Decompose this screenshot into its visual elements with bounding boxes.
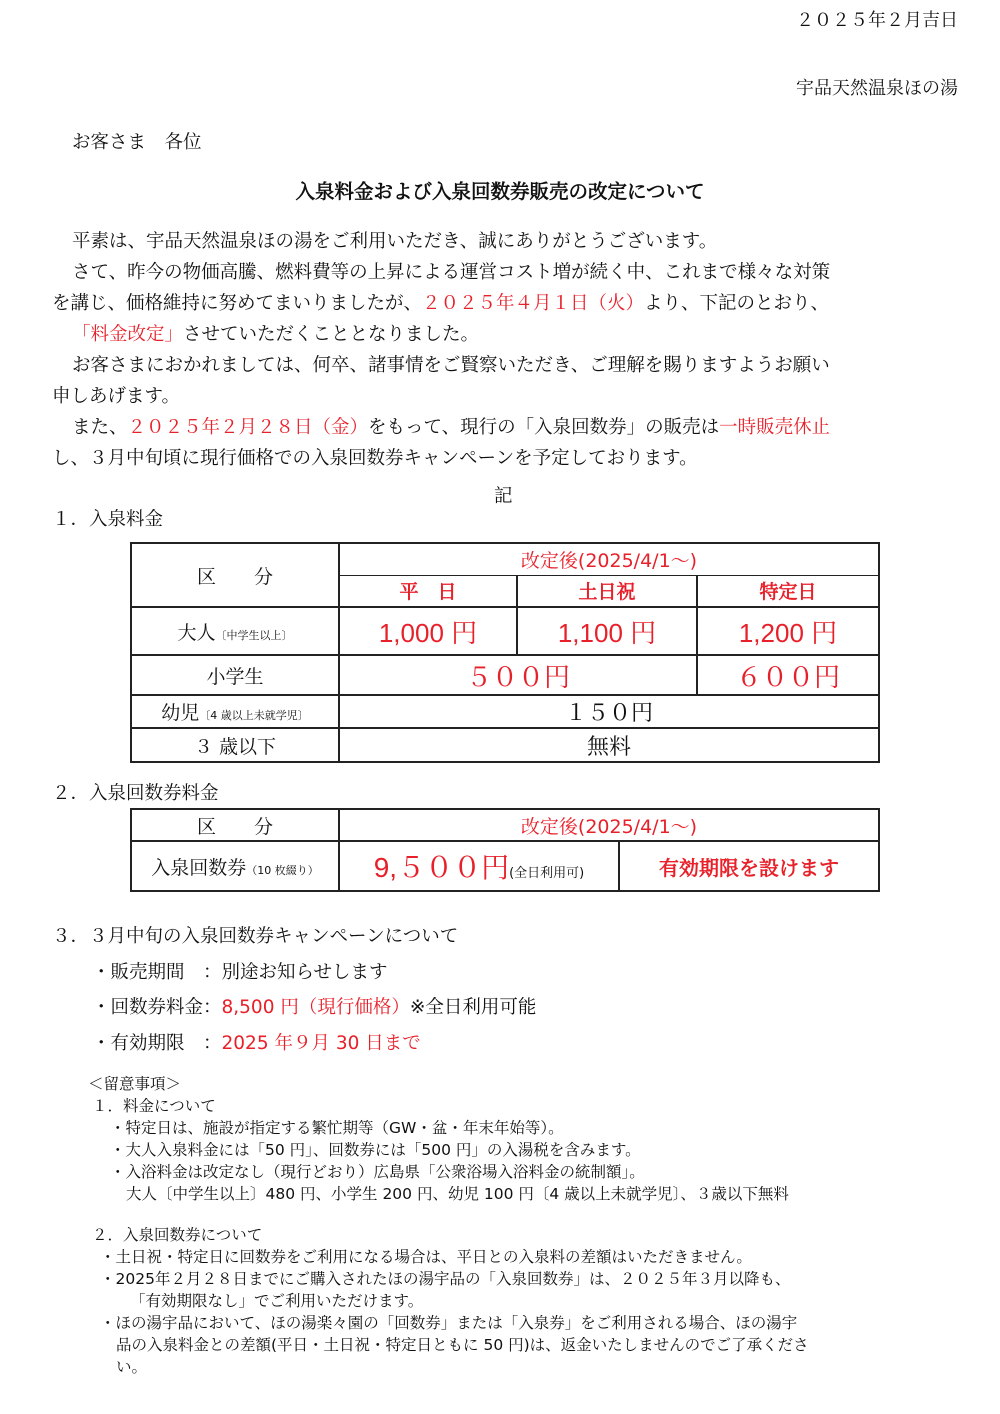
paragraph-2c: 「料金改定」させていただくこととなりました。 (72, 324, 480, 345)
col-special-day: 特定日 (697, 575, 879, 607)
notes-group-1-title: １．料金について (92, 1097, 216, 1115)
note-line: 品の入泉料金との差額(平日・土日祝・特定日ともに 50 円)は、返金いたしませんのでご了承くださ (116, 1336, 809, 1354)
paragraph-4a: また、２０２５年２月２８日（金）をもって、現行の「入泉回数券」の販売は一時販売休止 (72, 417, 831, 438)
section-2-heading: ２．入泉回数券料金 (52, 783, 219, 804)
note-line: ・2025年２月２８日までにご購入されたほの湯宇品の「入泉回数券」は、２０２５年３月以降も、 (100, 1270, 791, 1288)
paragraph-2a: さて、昨今の物価高騰、燃料費等の上昇による運営コスト増が続く中、これまで様々な対策 (72, 262, 831, 283)
note-line: ・特定日は、施設が指定する繁忙期等（GW・盆・年末年始等）。 (110, 1119, 564, 1137)
child-weekday-weekend-price: ５００円 (339, 655, 697, 695)
revised-header-2: 改定後(2025/4/1～) (339, 809, 879, 841)
adult-weekend-price: 1,100 円 (517, 607, 697, 655)
notes-group-2-title: ２．入泉回数券について (92, 1226, 263, 1244)
note-line: ・ほの湯宇品において、ほの湯楽々園の「回数券」または「入泉券」をご利用される場合、ほの湯宇 (100, 1314, 798, 1332)
note-line: ・入浴料金は改定なし（現行どおり）広島県「公衆浴場入浴料金の統制額」。 (110, 1163, 645, 1181)
ki-mark: 記 (494, 486, 513, 507)
note-line: ・土日祝・特定日に回数券をご利用になる場合は、平日との入泉料の差額はいただきません。 (100, 1248, 752, 1266)
paragraph-3a: お客さまにおかれましては、何卒、諸事情をご賢察いただき、ご理解を賜りますようお願い (72, 355, 830, 376)
campaign-expiry: ・有効期限 ：2025 年９月 30 日まで (92, 1033, 421, 1054)
coupon-price-cell (339, 841, 619, 891)
row-child-label: 小学生 (131, 655, 339, 695)
issuer-name: 宇品天然温泉ほの湯 (796, 78, 958, 99)
row-adult-label: 大人〔中学生以上〕 (131, 607, 339, 655)
admission-fee-table (130, 542, 880, 763)
kubun-header-2: 区 分 (131, 809, 339, 841)
section-3-heading: ３．３月中旬の入泉回数券キャンペーンについて (52, 926, 459, 947)
paragraph-2b: を講じ、価格維持に努めてまいりましたが、２０２５年４月１日（火）より、下記のとおり、 (52, 293, 830, 314)
issue-date: ２０２５年２月吉日 (796, 10, 958, 31)
adult-special-price: 1,200 円 (697, 607, 879, 655)
coupon-fee-table (130, 808, 880, 892)
row-under3-label: ３ 歳以下 (131, 728, 339, 762)
campaign-period: ・販売期間 ：別途お知らせします (92, 962, 388, 983)
note-line: い。 (116, 1358, 148, 1376)
child-special-price: ６００円 (697, 655, 879, 695)
document-title: 入泉料金および入泉回数券販売の改定について (295, 180, 705, 203)
coupon-price-note: (全日利用可) (509, 866, 585, 881)
section-1-heading: １．入泉料金 (52, 509, 164, 530)
col-weekday: 平 日 (339, 575, 517, 607)
under3-price: 無料 (339, 728, 879, 762)
campaign-price: ・回数券料金：8,500 円（現行価格）※全日利用可能 (92, 997, 537, 1018)
note-line: ・大人入泉料金には「50 円」、回数券には「500 円」の入湯税を含みます。 (110, 1141, 641, 1159)
salutation: お客さま 各位 (72, 132, 202, 153)
infant-price: １５０円 (339, 695, 879, 728)
paragraph-1: 平素は、宇品天然温泉ほの湯をご利用いただき、誠にありがとうございます。 (72, 231, 718, 252)
col-weekend: 土日祝 (517, 575, 697, 607)
adult-weekday-price: 1,000 円 (339, 607, 517, 655)
paragraph-3b: 申しあげます。 (52, 386, 181, 407)
note-line: 「有効期限なし」でご利用いただけます。 (130, 1292, 424, 1310)
coupon-expiry: 有効期限を設けます (619, 841, 879, 891)
row-infant-label: 幼児〔4 歳以上未就学児〕 (131, 695, 339, 728)
notes-title: ＜留意事項＞ (88, 1075, 182, 1093)
coupon-price: 9,５００円 (373, 852, 510, 883)
revised-header: 改定後(2025/4/1～) (339, 543, 879, 575)
row-coupon-label: 入泉回数券（10 枚綴り） (131, 841, 339, 891)
paragraph-4b: し、３月中旬頃に現行価格での入泉回数券キャンペーンを予定しております。 (52, 448, 698, 469)
note-line: 大人〔中学生以上〕480 円、小学生 200 円、幼児 100 円〔4 歳以上未就学児〕、３歳以下無料 (126, 1185, 789, 1203)
kubun-header: 区 分 (131, 543, 339, 607)
